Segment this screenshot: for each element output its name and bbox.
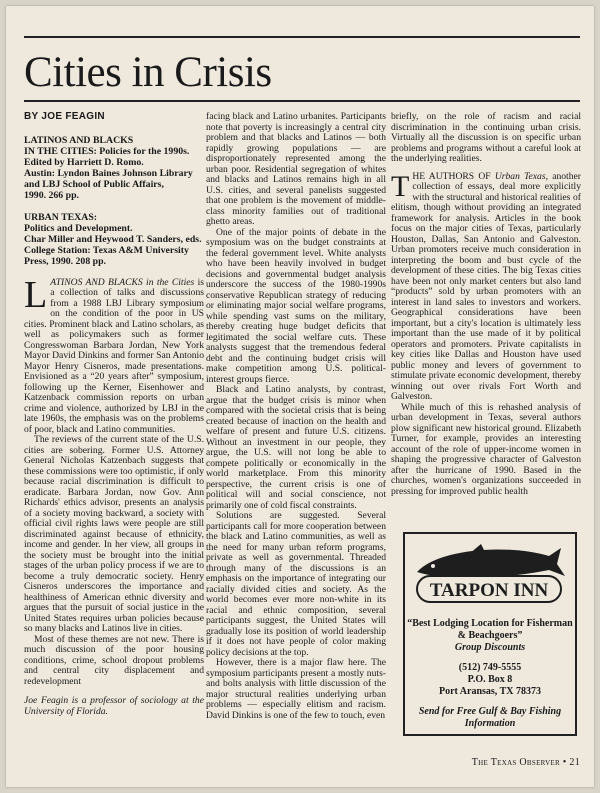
paragraph: Black and Latino analysts, by contrast, argue that the budget crisis is minor when compared with the societal crisis that is being created because of inaction on the health and welfare of present and future U.S. citizens. Without an investment in our people, they argue, the U.S. will not long be able to compete politically or economically in the world marketplace. From this minority perspective, the current crisis is one of political will and social conscience, not primarily one of cold fiscal constraints. (206, 384, 386, 511)
paragraph: facing black and Latino urbanites. Participants note that poverty is increasingly a central city problem and that blacks and Latinos — both rapidly growing populations — are disproportionately represented among the urban poor. Residential segregation of whites and blacks and Latinos remains high in all U.S. cities, and several panelists suggested that one problem is the movement of middle-class minority families out of traditional ghetto areas. (206, 111, 386, 227)
author-bio: Joe Feagin is a professor of sociology at the University of Florida. (24, 695, 204, 717)
ad-phone: (512) 749-5555 (458, 662, 522, 673)
section-paragraph: THE AUTHORS OF Urban Texas, another collection of essays, deal more explicitly with the structural and historical realities of elitism, though without providing an integrated framework for analysis. Articles in the book focus on the major cities of Texas, particularly Houston, Dallas, San Antonio and Galveston. Urban promoters receive much consideration in interpreting the boom and bust cycle of the development of these cities. The big Texas cities have been not only market centers but also land “products” sold by urban promoters with an interest in land sales to investors and workers. Geographical considerations have been important, but a city's location is ultimately less important than the use made of it by political operators and promoters. Private capitalists in key cities like Dallas and Houston have used public money and levers of government to stimulate private economic development, thereby winning out over rivals Fort Worth and Galveston. (391, 169, 581, 402)
column-1 (24, 112, 204, 717)
tarpon-inn-ad (403, 532, 577, 736)
ad-send-info: Send for Free Gulf & Bay Fishing Information (418, 706, 562, 729)
ad-po-box: P.O. Box 8 (467, 674, 513, 685)
paragraph: One of the major points of debate in the symposium was on the budget constraints at the federal government level. White analysts who have been heavily involved in budget decisions and governmental budget analysis underscore the success of the 1980-1990s conservative Republican strategy of reducing or eliminating major social welfare programs, while spending vast sums on the military, thereby creating huge budget deficits that legitimated the social welfare cuts. These analysts suggest that the tremendous federal debt and the continuing budget crisis will make competition among U.S. political-interest groups fierce. (206, 226, 386, 385)
ad-tagline: “Best Lodging Location for Fisherman & Beachgoers” Group Discounts (405, 618, 575, 654)
lead-paragraph: LATINOS AND BLACKS in the Cities is a collection of talks and discussions from a 1988 LBJ Library symposium on the condition of the poor in US cities. Prominent black and Latino scholars, as well as policymakers such as former Congresswoman Barbara Jordan, New York Mayor David Dinkins and former San Antonio Mayor Henry Cisneros, made presentations. Envisioned as a “20 years after” symposium, following up the Kerner, Eisenhower and Katzenback commission reports on urban crime and violence, authorized by LBJ in the late 1960s, the emphasis was on the problems of poor, black and Latino communities. (24, 273, 204, 435)
publication-name: The Texas Observer (471, 757, 560, 768)
page-number: 21 (569, 757, 580, 768)
paragraph: Most of these themes are not new. There is much discussion of the poor housing conditions, crime, school dropout problems and central city displacement and redevelopment (24, 633, 204, 687)
top-rule (24, 36, 580, 38)
tarpon-logo-icon (409, 542, 569, 608)
book-info-1: LATINOS AND BLACKS IN THE CITIES: Policies for the 1990s. Edited by Harriett D. Romo. Austin: Lyndon Baines Johnson Library and LBJ School of Public Affairs, 1990. 266 pp. (24, 134, 193, 201)
drop-cap: L (24, 273, 48, 316)
book-info-2: URBAN TEXAS: Politics and Development. Char Miller and Heywood T. Sanders, eds. College Station: Texas A&M University Press, 1990. 208 pp. (24, 211, 202, 267)
magazine-page (6, 6, 594, 787)
column-3 (391, 112, 581, 497)
paragraph: The reviews of the current state of the U.S. cities are sobering. Former U.S. Attorney General Nicholas Katzenbach suggests that these commissions were too optimistic, if only because racial discrimination is difficult to eradicate. Barbara Jordan, now Gov. Ann Richards' ethics advisor, presents an analysis of a society moving backward, a society with official civil rights laws were people are still discriminated against because of ethnicity, income and gender. In her view, all groups in the society must be brought into the initial stages of the urban policy process if we are to become a truly democratic society. Henry Cisneros underscores the importance and healthiness of American ethnic diversity and argues that the pursuit of social justice in the United States requires urban policies because so many blacks and Latinos live in cities. (24, 434, 204, 634)
page-footer (472, 757, 580, 768)
paragraph: briefly, on the role of racism and racial discrimination in the continuing urban crisis. Virtually all the discussion is on specific urban problems and programs without a careful look at the underlying realities. (391, 111, 581, 164)
drop-cap: T (391, 169, 410, 203)
title-rule (24, 100, 580, 102)
column-2 (206, 112, 386, 721)
byline: BY JOE FEAGIN (24, 111, 105, 122)
ad-city: Port Aransas, TX 78373 (438, 686, 542, 697)
paragraph: Solutions are suggested. Several participants call for more cooperation between the black and Latino communities, as well as the need for many urban reform programs, private as well as governmental. Threaded through many of the discussions is an emphasis on the importance of integrating our racially divided cities and society. As the world becomes ever more non-white in its racial and ethnic composition, several participants suggest, the United States will gradually lose its position of world leadership if it does not have people of color making policy decisions at the top. (206, 510, 386, 658)
footer-separator: • (559, 757, 570, 768)
ad-contact (405, 662, 575, 698)
article-title: Cities in Crisis (24, 49, 272, 96)
paragraph: While much of this is rehashed analysis of urban development in Texas, several authors plow significant new historical ground. Elizabeth Turner, for example, provides an interesting account of the role of upper-income women in shaping the progressive character of Galveston after the hurricane of 1990. Based in the churches, women's organizations succeeded in pressing for improved public health (391, 401, 581, 497)
ad-discount: Group Discounts (454, 642, 526, 653)
ad-name: TARPON INN (429, 580, 549, 601)
paragraph: However, there is a major flaw here. The symposium participants present a mostly nuts-and bolts analysis with little discussion of the major structural realities underlying urban problems — especially elitism and racism. David Dinkins is one of the few to touch, even (206, 657, 386, 721)
